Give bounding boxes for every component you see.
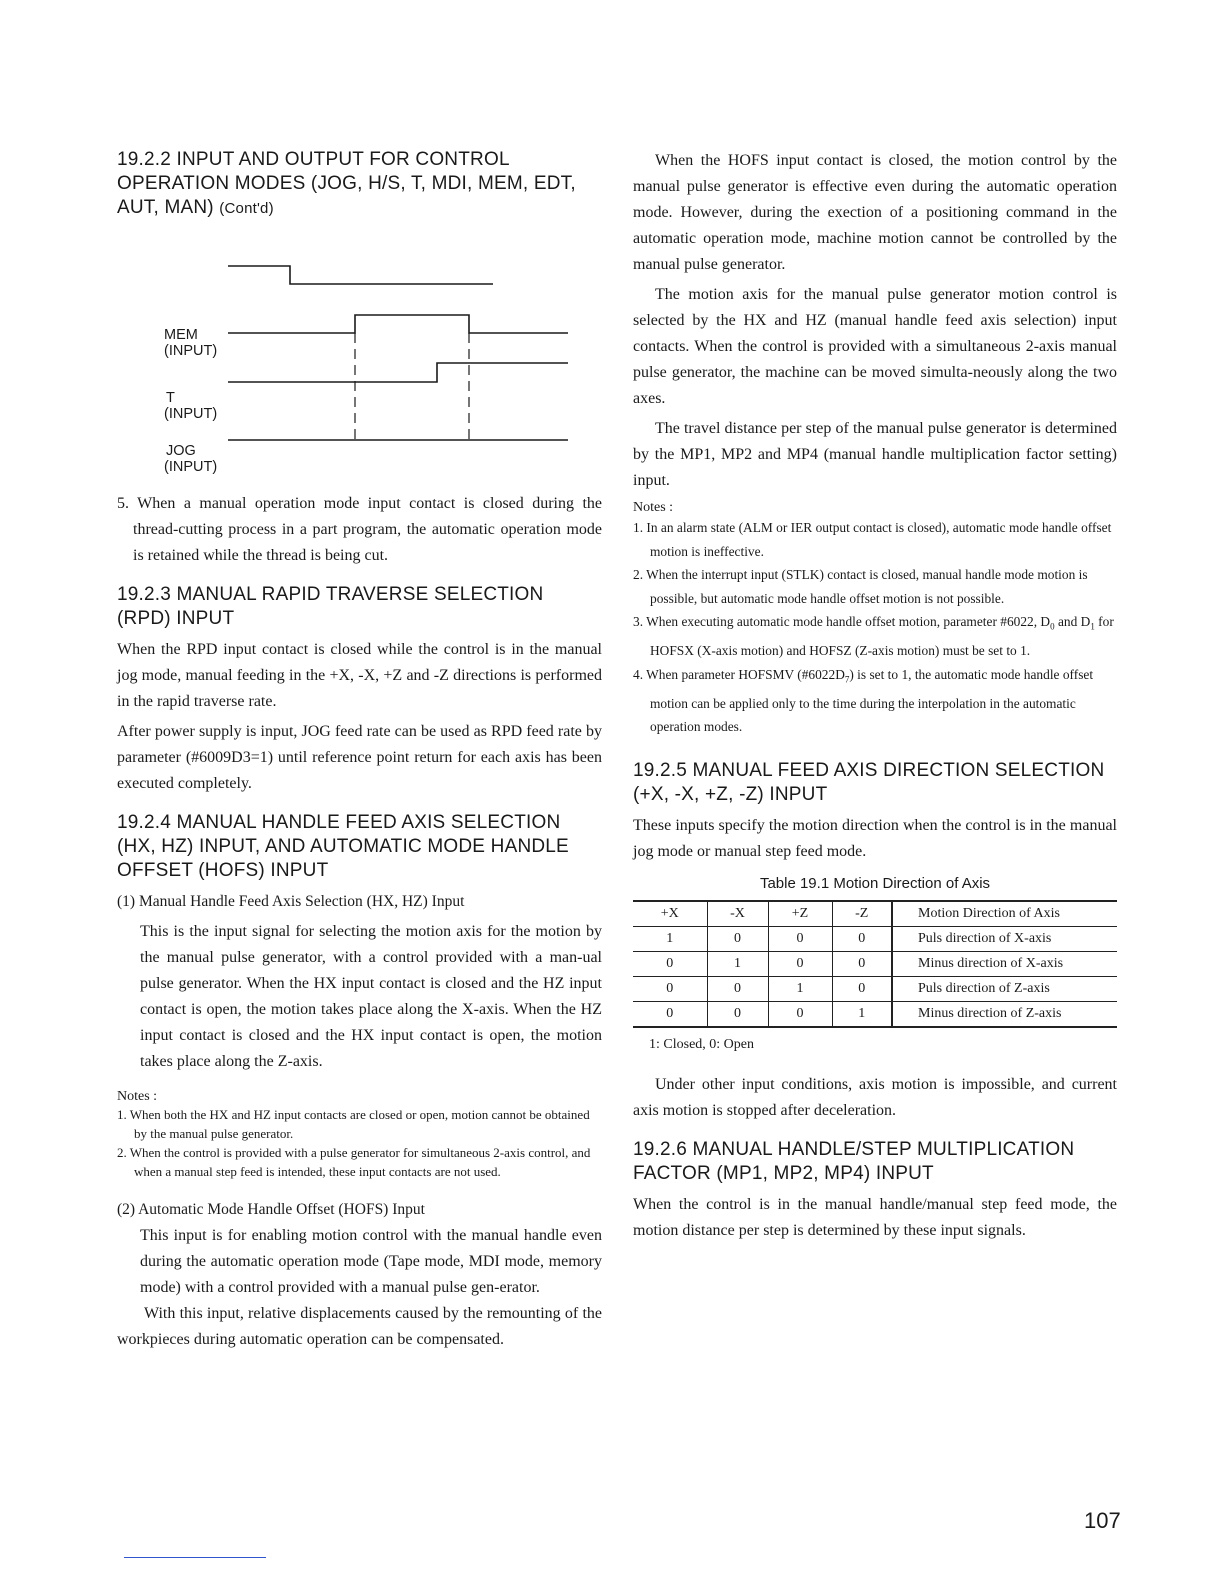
right-note-3: 3. When executing automatic mode handle offset motion, parameter #6022, $D_0$ and $D_1$ for HOFSX (X-axis motion) and HOFSZ (Z-axis motion) must be set to 1.	[633, 614, 1114, 659]
left-note-1: 1. When both the HX and HZ input contacts are closed or open, motion cannot be obtained by the manual pulse generator.	[117, 1107, 590, 1141]
table-cell: 0	[832, 976, 892, 1001]
mem-label: MEM (INPUT)	[164, 327, 218, 359]
table-cell: Puls direction of X-axis	[892, 926, 1117, 951]
heading-19-2-5: 19.2.5 MANUAL FEED AXIS DIRECTION SELECTION (+X, -X, +Z, -Z) INPUT	[633, 759, 1105, 805]
para-1926: When the control is in the manual handle/manual step feed mode, the motion distance per step is determined by these input signals.	[633, 1195, 1117, 1239]
table-row	[633, 976, 1117, 1001]
mem-waveform	[228, 266, 493, 284]
table-note: 1: Closed, 0: Open	[649, 1036, 754, 1052]
right-note-2: 2. When the interrupt input (STLK) contact is closed, manual handle mode motion is possible, but automatic mode handle offset motion is not possible.	[633, 567, 1088, 606]
table-header-row	[633, 901, 1117, 927]
para-hofs-1: When the HOFS input contact is closed, the motion control by the manual pulse generator is effective even during the automatic operation mode. However, during the exection of a positioning command in the automatic operation mode, machine motion cannot be controlled by the manual pulse generator.	[633, 152, 1117, 273]
heading-19-2-6: 19.2.6 MANUAL HANDLE/STEP MULTIPLICATION FACTOR (MP1, MP2, MP4) INPUT	[633, 1138, 1075, 1184]
table-cell: 0	[707, 1001, 768, 1027]
table-cell: 1	[707, 951, 768, 976]
table-cell: 1	[633, 926, 707, 951]
table-header-cell: +X	[633, 901, 707, 927]
right-note-4: 4. When parameter HOFSMV $(\#6022D_7)$ is set to 1, the automatic mode handle offset motion can be applied only to the time during the interpolation in the automatic operation modes.	[633, 666, 1094, 735]
page-number: 107	[1084, 1508, 1121, 1533]
table-cell: 0	[832, 926, 892, 951]
left-column	[117, 148, 602, 1353]
jog-label: JOG (INPUT)	[164, 443, 218, 475]
table-cell: Minus direction of Z-axis	[892, 1001, 1117, 1027]
table-cell: 0	[707, 976, 768, 1001]
table-header-cell: +Z	[768, 901, 832, 927]
subsection-2-text-b: With this input, relative displacements caused by the remounting of the workpieces during automatic operation can be compensated.	[117, 1305, 602, 1348]
table-cell: 0	[633, 976, 707, 1001]
table-cell: 0	[768, 951, 832, 976]
table-cell: 0	[768, 926, 832, 951]
subsection-1-text: This is the input signal for selecting the motion axis for the motion by the manual pulse generator, with a control provided with a man-ual pulse generator. When the HX input contact is closed and the HZ input contact is open, the motion takes place along the X-axis. When the HZ input contact is closed and the HX input contact is open, the motion takes place along the Z-axis.	[140, 923, 602, 1070]
table-row	[633, 1001, 1117, 1027]
table-row	[633, 951, 1117, 976]
right-column	[633, 148, 1117, 1244]
para-1923-a: When the RPD input contact is closed while the control is in the manual jog mode, manual feeding in the +X, -X, +Z and -Z directions is performed in the rapid traverse rate.	[117, 641, 602, 710]
table-header-cell: -Z	[832, 901, 892, 927]
para-hofs-3: The travel distance per step of the manual pulse generator is determined by the MP1, MP2 and MP4 (manual handle multiplication factor setting) input.	[633, 420, 1117, 489]
subsection-2-title: (2) Automatic Mode Handle Offset (HOFS) Input	[117, 1201, 425, 1218]
table-row	[633, 926, 1117, 951]
table-cell: Minus direction of X-axis	[892, 951, 1117, 976]
table-header-cell: -X	[707, 901, 768, 927]
item-5: 5. When a manual operation mode input contact is closed during the thread-cutting process in a part program, the automatic operation mode is retained while the thread is being cut.	[117, 495, 602, 564]
para-hofs-2: The motion axis for the manual pulse generator motion control is selected by the HX and HZ (manual handle feed axis selection) input contacts. When the control is provided with a simultaneous 2-axis manual pulse generator, the machine can be moved simulta-neously along the two axes.	[633, 286, 1117, 407]
footer-line	[124, 1557, 266, 1558]
t-label: T (INPUT)	[164, 390, 218, 422]
table-cell: 0	[707, 926, 768, 951]
t-waveform	[228, 315, 568, 333]
table-cell: 1	[768, 976, 832, 1001]
table-cell: 0	[633, 951, 707, 976]
para-1925: These inputs specify the motion direction when the control is in the manual jog mode or manual step feed mode.	[633, 816, 1117, 860]
table-cell: 0	[633, 1001, 707, 1027]
table-body	[633, 901, 1117, 1027]
subsection-1-title: (1) Manual Handle Feed Axis Selection (HX, HZ) Input	[117, 893, 465, 910]
motion-direction-table	[633, 900, 1117, 1028]
heading-19-2-4: 19.2.4 MANUAL HANDLE FEED AXIS SELECTION (HX, HZ) INPUT, AND AUTOMATIC MODE HANDLE OFFSET (HOFS) INPUT	[117, 812, 569, 881]
para-1923-b: After power supply is input, JOG feed rate can be used as RPD feed rate by parameter (#6009D3=1) until reference point return for each axis has been executed completely.	[117, 723, 602, 792]
table-cell: 1	[832, 1001, 892, 1027]
table-cell: 0	[832, 951, 892, 976]
right-note-1: 1. In an alarm state (ALM or IER output contact is closed), automatic mode handle offset motion is ineffective.	[633, 520, 1112, 559]
subsection-2-text: This input is for enabling motion control with the manual handle even during the automatic operation mode (Tape mode, MDI mode, memory mode) with a control provided with a manual pulse gen-erator.	[140, 1227, 602, 1296]
para-after-table: Under other input conditions, axis motion is impossible, and current axis motion is stopped after deceleration.	[633, 1075, 1117, 1119]
notes-label-left: Notes :	[117, 1089, 158, 1104]
jog-waveform	[228, 363, 568, 382]
table-cell: 0	[768, 1001, 832, 1027]
table-caption: Table 19.1 Motion Direction of Axis	[759, 874, 991, 892]
table-cell: Puls direction of Z-axis	[892, 976, 1117, 1001]
timing-waveforms	[117, 200, 602, 462]
table-header-cell: Motion Direction of Axis	[892, 901, 1117, 927]
heading-19-2-3: 19.2.3 MANUAL RAPID TRAVERSE SELECTION (RPD) INPUT	[117, 584, 544, 629]
notes-label-right: Notes :	[633, 500, 674, 515]
left-note-2: 2. When the control is provided with a pulse generator for simultaneous 2-axis control, and when a manual step feed is intended, these input contacts are not used.	[117, 1145, 591, 1179]
heading-19-2-2: 19.2.2 INPUT AND OUTPUT FOR CONTROL OPERATION MODES (JOG, H/S, T, MDI, MEM, EDT, AUT, MAN) (Cont'd)	[117, 149, 576, 218]
